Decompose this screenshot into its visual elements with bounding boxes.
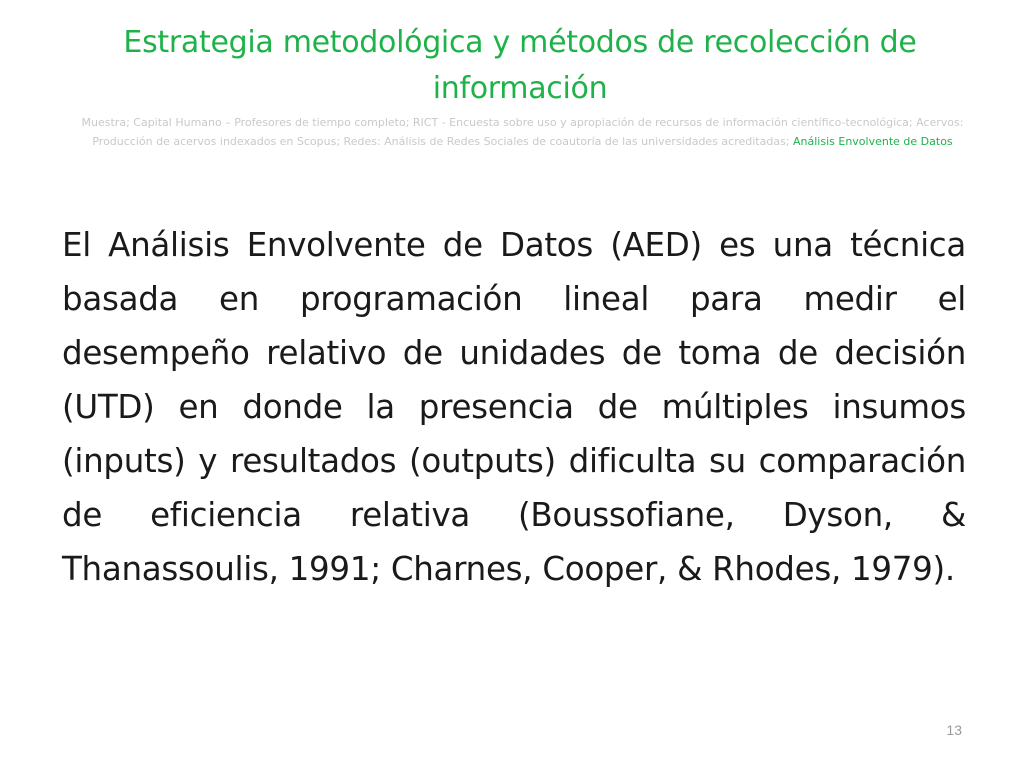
body-paragraph: El Análisis Envolvente de Datos (AED) es una técnica basada en programación lineal para medir el desempeño relativo de unidades de toma de decisión (UTD) en donde la presencia de múltiples insumos (inputs) y resultados (outputs) dificulta su comparación de eficiencia relativa (Boussofiane, Dyson, & Thanassoulis, 1991; Charnes, Cooper, & Rhodes, 1979). [62,226,966,588]
slide-title: Estrategia metodológica y métodos de recolección de información [123,25,917,106]
subtitle-text: Muestra; Capital Humano – Profesores de tiempo completo; RICT - Encuesta sobre uso y apropiación de recursos de información científico-tecnológica; Acervos: Producción de acervos indexados en Scopus; Redes: Análisis de Redes Sociales de coautoría de las universidades acreditadas; [81,116,964,148]
slide-subtitle [80,113,965,151]
subtitle-highlight: Análisis Envolvente de Datos [793,135,953,148]
page-number: 13 [946,722,962,738]
